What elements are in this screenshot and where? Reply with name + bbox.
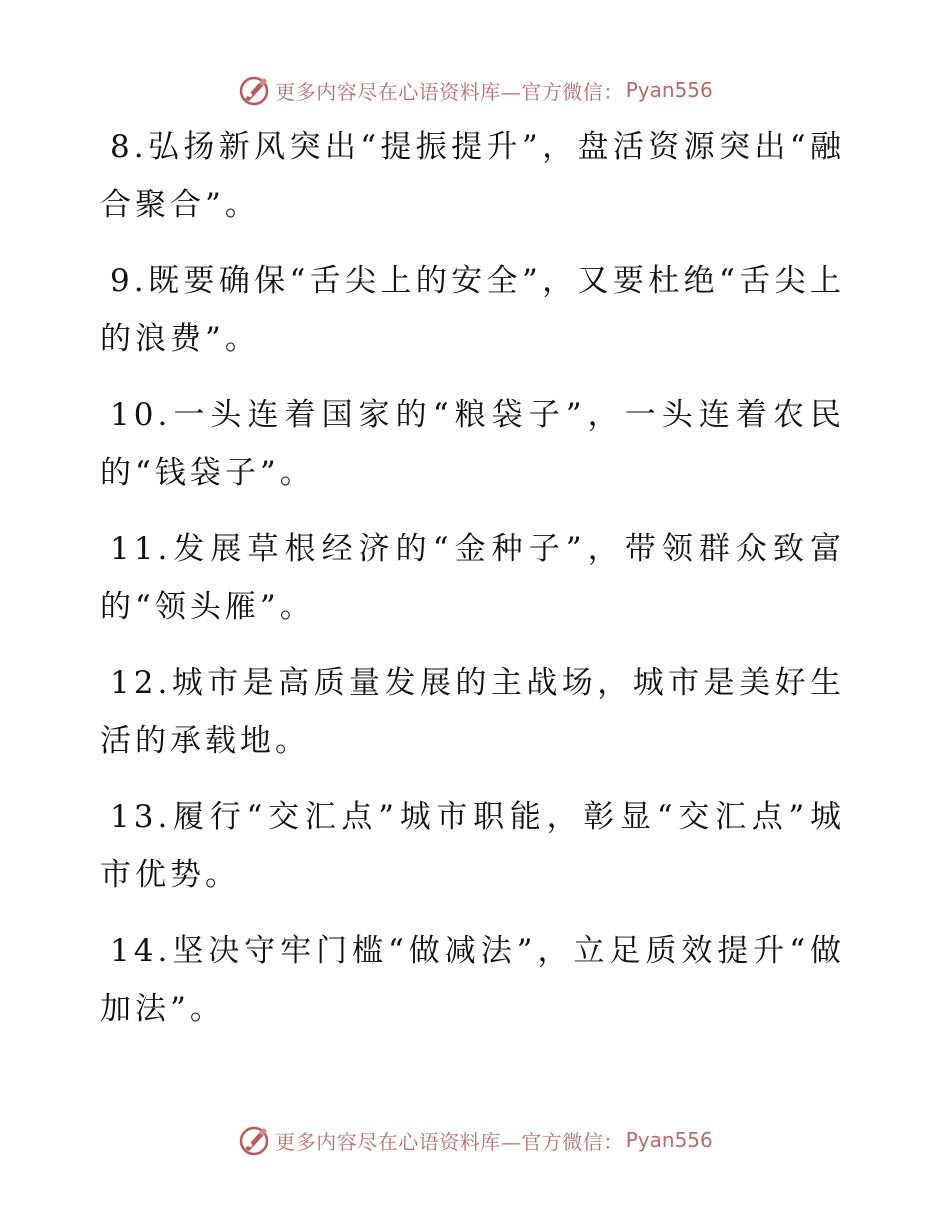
footer-watermark (0, 1120, 950, 1160)
document-body (100, 118, 845, 1056)
list-item: 14.坚决守牢门槛“做减法”，立足质效提升“做加法”。 (100, 933, 845, 1027)
pen-logo-icon (237, 73, 271, 107)
list-item: 13.履行“交汇点”城市职能，彰显“交汇点”城市优势。 (100, 799, 845, 893)
list-item: 11.发展草根经济的“金种子”，带领群众致富的“领头雁”。 (100, 531, 845, 625)
list-item: 8.弘扬新风突出“提振提升”，盘活资源突出“融合聚合”。 (100, 129, 845, 223)
watermark-text: 更多内容尽在心语资料库—官方微信： (275, 1129, 624, 1154)
header-watermark (0, 70, 950, 110)
watermark-handle: Pyan556 (625, 1128, 713, 1152)
list-item: 10.一头连着国家的“粮袋子”，一头连着农民的“钱袋子”。 (100, 397, 845, 491)
pen-logo-icon (237, 1123, 271, 1157)
list-item: 9.既要确保“舌尖上的安全”，又要杜绝“舌尖上的浪费”。 (100, 263, 845, 357)
list-item: 12.城市是高质量发展的主战场，城市是美好生活的承载地。 (100, 665, 845, 759)
watermark-text: 更多内容尽在心语资料库—官方微信： (275, 79, 624, 104)
watermark-handle: Pyan556 (625, 78, 713, 102)
